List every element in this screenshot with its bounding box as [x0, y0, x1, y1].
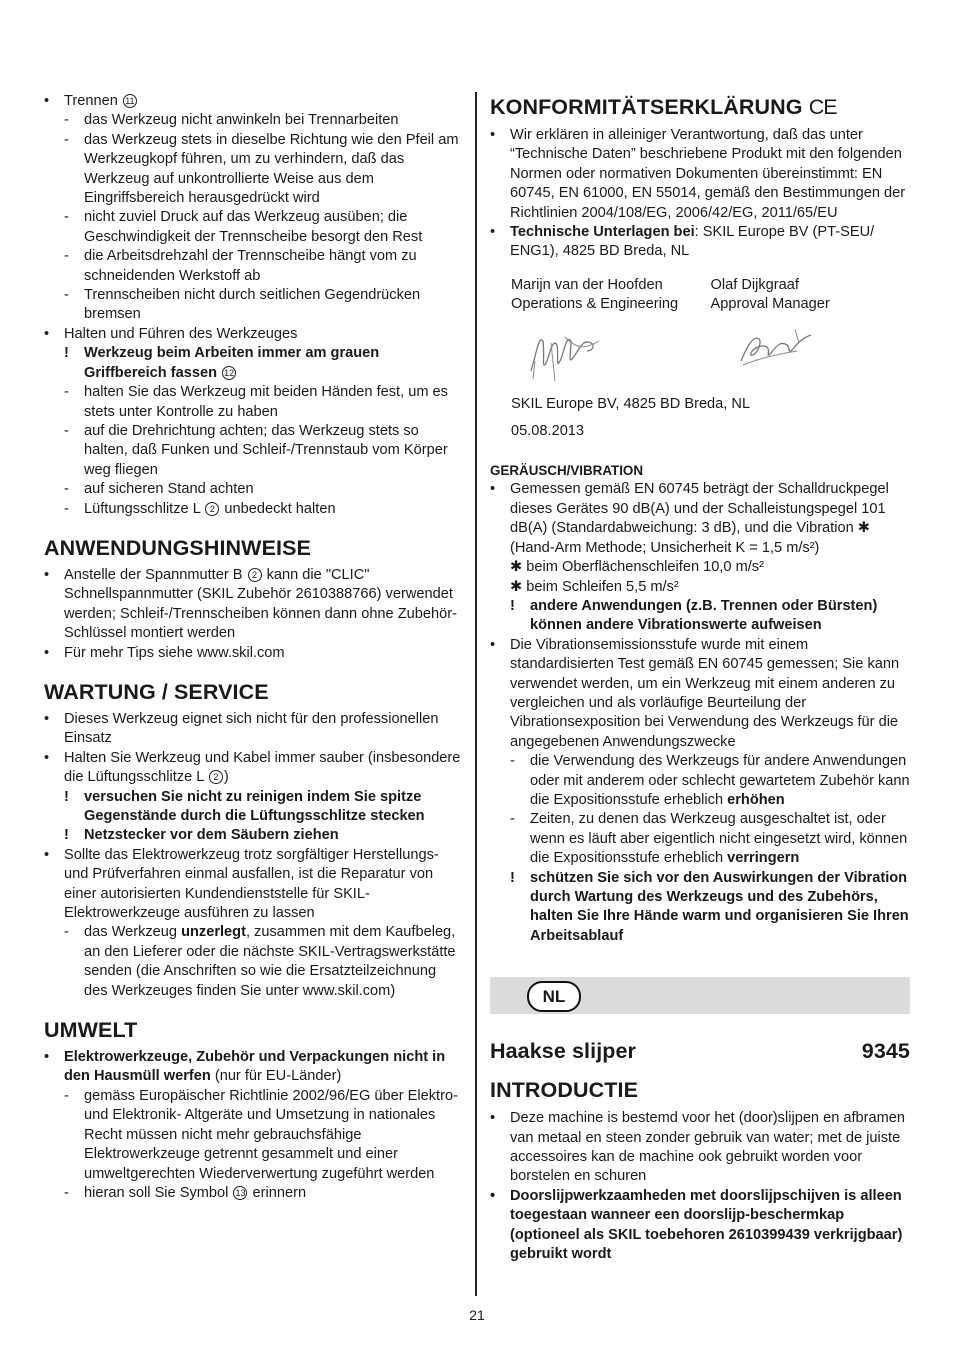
section-title-wartung: WARTUNG / SERVICE	[44, 679, 269, 704]
signature-1	[525, 321, 605, 387]
wartung-list	[44, 710, 462, 1001]
warning-item: ! andere Anwendungen (z.B. Trennen oder Bürsten) können andere Vibrationswerte aufweisen	[490, 597, 910, 636]
introductie-list	[490, 1109, 910, 1264]
list-item: • Technische Unterlagen bei: SKIL Europe BV (PT-SEU/ ENG1), 4825 BD Breda, NL	[490, 223, 910, 262]
right-column	[490, 92, 910, 1264]
language-badge: NL	[527, 981, 581, 1012]
list-item: - gemäss Europäischer Richtlinie 2002/96/EG über Elektro- und Elektronik- Altgeräte und Umsetzung in nationales Recht müssen nicht mehr gebrauchsfähige Elektrowerkzeuge getrennt gesammelt und einer umweltgerechten Wiederverwertung zugeführt werden	[44, 1087, 462, 1184]
list-item: • Die Vibrationsemissionsstufe wurde mit einem standardisierten Test gemäß EN 60745 gemessen; Sie kann verwendet werden, um ein Werkzeug mit einem anderen zu vergleichen und als vorläufige Beurteilung der Vibrationsexposition bei Verwendung des Werkzeugs für die angegebenen Anwendungszwecke	[490, 636, 910, 752]
list-item: - die Verwendung des Werkzeugs für andere Anwendungen oder mit anderem oder schlecht gewartetem Zubehör kann die Expositionsstufe erheblich erhöhen	[490, 752, 910, 810]
umwelt-list	[44, 1048, 462, 1203]
signatory-1: Marijn van der Hoofden Operations & Engineering	[511, 276, 679, 313]
list-item: - auf sicheren Stand achten	[44, 480, 462, 499]
warning-item: ! schützen Sie sich vor den Auswirkungen der Vibration durch Wartung des Werkzeugs und des Zubehörs, halten Sie Ihre Hände warm und organisieren Sie Ihren Arbeitsablauf	[490, 869, 910, 947]
signature-2	[737, 321, 817, 371]
product-model: 9345	[861, 1039, 910, 1064]
warning-item: ! versuchen Sie nicht zu reinigen indem Sie spitze Gegenstände durch die Lüftungsschlitze stecken	[44, 788, 462, 827]
section-title-konformitaet: KONFORMITÄTSERKLÄRUNG CE	[490, 95, 837, 119]
list-item: • Halten Sie Werkzeug und Kabel immer sauber (insbesondere die Lüftungsschlitze L 2 )	[44, 749, 462, 788]
trennen-list	[44, 92, 462, 519]
list-item: - nicht zuviel Druck auf das Werkzeug ausüben; die Geschwindigkeit der Trennscheibe besorgt den Rest	[44, 208, 462, 247]
list-item: • Gemessen gemäß EN 60745 beträgt der Schalldruckpegel dieses Gerätes 90 dB(A) und der Schalleistungspegel 101 dB(A) (Standardabweichung: 3 dB), und die Vibration ✱ (Hand-Arm Methode; Unsicherheit K = 1,5 m/s²)	[490, 480, 910, 558]
list-item: • Doorslijpwerkzaamheden met doorslijpschijven is alleen toegestaan wanneer een doorslijp-beschermkap (optioneel als SKIL toebehoren 2610399439 verkrijgbaar) gebruikt wordt	[490, 1187, 910, 1265]
list-item: • Wir erklären in alleiniger Verantwortung, daß das unter “Technische Daten” beschriebene Produkt mit den folgenden Normen oder normativen Dokumenten übereinstimmt: EN 60745, EN 61000, EN 55014, gemäß den Bestimmungen der Richtlinien 2004/108/EG, 2006/42/EG, 2011/65/EU	[490, 126, 910, 223]
callout-number: 2	[248, 568, 262, 582]
section-title-anwendungshinweise: ANWENDUNGSHINWEISE	[44, 535, 311, 560]
section-title-geraeusch: GERÄUSCH/VIBRATION	[490, 463, 644, 479]
list-item: - Zeiten, zu denen das Werkzeug ausgeschaltet ist, oder wenn es läuft aber eigentlich nicht eingesetzt wird, können die Expositionsstufe erheblich verringern	[490, 810, 910, 868]
list-item: - die Arbeitsdrehzahl der Trennscheibe hängt vom zu schneidenden Werkstoff ab	[44, 247, 462, 286]
signatory-2: Olaf Dijkgraaf Approval Manager	[710, 276, 830, 313]
callout-number: 11	[123, 94, 137, 108]
language-bar	[490, 977, 910, 1014]
anwendung-list	[44, 566, 462, 663]
callout-number: 12	[224, 367, 235, 378]
list-item: - hieran soll Sie Symbol 13 erinnern	[44, 1184, 462, 1203]
list-item: • Elektrowerkzeuge, Zubehör und Verpackungen nicht in den Hausmüll werfen (nur für EU-Länder)	[44, 1048, 462, 1087]
callout-number: 2	[209, 770, 223, 784]
list-item: • Deze machine is bestemd voor het (door)slijpen en afbramen van metaal en steen zonder gebruik van water; met de juiste accessoires kan de machine ook gebruikt worden voor borstelen en schuren	[490, 1109, 910, 1187]
list-item: • Anstelle der Spannmutter B 2 kann die "CLIC" Schnellspannmutter (SKIL Zubehör 2610388766) verwendet werden; Schleif-/Trennscheiben können dann ohne Zubehör-Schlüssel montiert werden	[44, 566, 462, 644]
konformitaet-list	[490, 126, 910, 262]
geraeusch-list	[490, 480, 910, 946]
list-item: - Lüftungsschlitze L 2 unbedeckt halten	[44, 500, 462, 519]
list-item: - halten Sie das Werkzeug mit beiden Händen fest, um es stets unter Kontrolle zu haben	[44, 383, 462, 422]
callout-number: 13	[235, 1187, 246, 1198]
list-item: - das Werkzeug unzerlegt, zusammen mit dem Kaufbeleg, an den Lieferer oder die nächste SKIL-Vertragswerkstätte senden (die Anschriften so wie die Ersatzteilzeichnung des Werkzeuges finden Sie unter www.skil.com)	[44, 923, 462, 1001]
product-name: Haakse slijper	[490, 1039, 637, 1064]
list-item: • Für mehr Tips siehe www.skil.com	[44, 644, 462, 663]
list-item: • Trennen 11	[44, 92, 462, 111]
list-item: - auf die Drehrichtung achten; das Werkzeug stets so halten, daß Funken und Schleif-/Trennstaub vom Körper weg fliegen	[44, 422, 462, 480]
page-number: 21	[469, 1307, 485, 1323]
signatures	[490, 321, 910, 393]
list-item: • Halten und Führen des Werkzeuges	[44, 325, 462, 344]
column-divider	[475, 92, 477, 1296]
product-title-row	[490, 1038, 910, 1064]
list-item: • Sollte das Elektrowerkzeug trotz sorgfältiger Herstellungs- und Prüfverfahren einmal ausfallen, ist die Reparatur von einer autorisierten Kundendienststelle für SKIL-Elektrowerkzeuge ausführen zu lassen	[44, 846, 462, 924]
list-item: - Trennscheiben nicht durch seitlichen Gegendrücken bremsen	[44, 286, 462, 325]
list-item: - das Werkzeug nicht anwinkeln bei Trennarbeiten	[44, 111, 462, 130]
section-title-umwelt: UMWELT	[44, 1018, 138, 1043]
left-column	[44, 92, 462, 1203]
list-item: ✱ beim Oberflächenschleifen 10,0 m/s²	[510, 559, 764, 576]
company-address: SKIL Europe BV, 4825 BD Breda, NL	[511, 395, 751, 412]
callout-number: 2	[205, 502, 219, 516]
list-item: - das Werkzeug stets in dieselbe Richtung wie den Pfeil am Werkzeugkopf führen, um zu verhindern, daß das Werkzeug auf unkontrollierte Weise aus dem Eingriffsbereich herausgedrückt wird	[44, 131, 462, 209]
warning-item: ! Netzstecker vor dem Säubern ziehen	[44, 826, 462, 845]
ce-mark: CE	[808, 95, 837, 119]
list-item: • Dieses Werkzeug eignet sich nicht für den professionellen Einsatz	[44, 710, 462, 749]
signatories	[490, 276, 910, 315]
warning-item: ! Werkzeug beim Arbeiten immer am grauen Griffbereich fassen 12	[44, 344, 462, 383]
declaration-date: 05.08.2013	[511, 423, 585, 440]
list-item: ✱ beim Schleifen 5,5 m/s²	[510, 578, 679, 595]
section-title-introductie: INTRODUCTIE	[490, 1078, 639, 1103]
